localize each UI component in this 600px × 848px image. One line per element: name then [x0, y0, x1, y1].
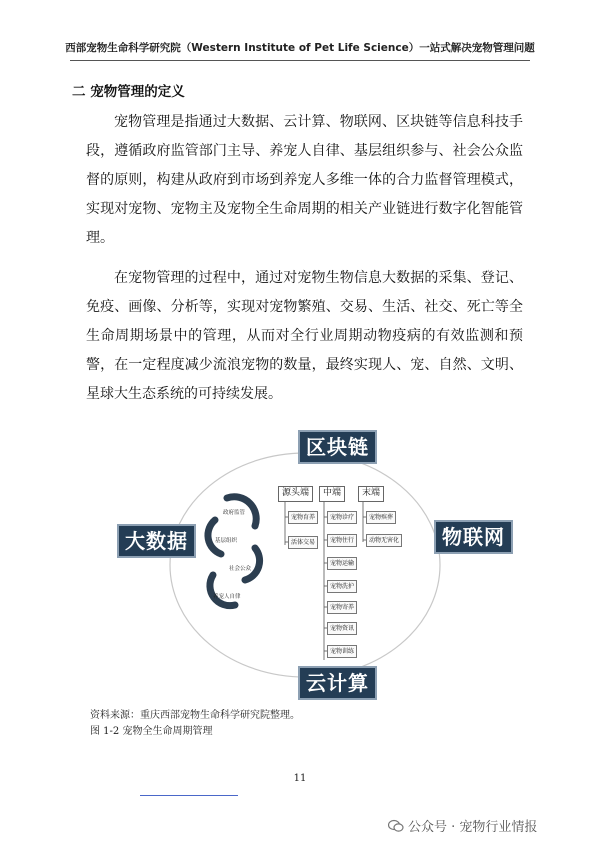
watermark — [388, 816, 537, 837]
cycle-label-4: 养宠人自律 — [213, 594, 241, 600]
column-head-middle: 中端 — [319, 486, 345, 502]
lifecycle-diagram — [105, 430, 525, 700]
label-big-data: 大数据 — [117, 524, 196, 558]
cycle-arrow-4 — [210, 575, 235, 606]
end-item: 动物无害化 — [366, 534, 402, 547]
middle-item: 宠物诊疗 — [327, 511, 357, 524]
middle-item: 宠物寄养 — [327, 601, 357, 614]
middle-item: 宠物住行 — [327, 534, 357, 547]
cycle-label-2: 基层组织 — [215, 538, 238, 544]
middle-item: 宠物训练 — [327, 645, 357, 658]
header-rule — [70, 60, 530, 61]
column-head-end: 末端 — [358, 486, 384, 502]
paragraph-definition: 宠物管理是指通过大数据、云计算、物联网、区块链等信息科技手段，遵循政府监管部门主导、养宠人自律、基层组织参与、社会公众监督的原则，构建从政府到市场到养宠人多维一体的合力监督管理模式，实现对宠物、宠物主及宠物全生命周期的相关产业链进行数字化智能管理。 — [86, 114, 523, 246]
source-item: 活体交易 — [288, 536, 318, 549]
source-item: 宠物育养 — [288, 511, 318, 524]
paragraph-process: 在宠物管理的过程中，通过对宠物生物信息大数据的采集、登记、免疫、画像、分析等，实现对宠物繁殖、交易、生活、社交、死亡等全生命周期场景中的管理，从而对全行业周期动物疫病的有效监测和预警，在一定程度减少流浪宠物的数量，最终实现人、宠、自然、文明、星球大生态系统的可持续发展。 — [86, 270, 523, 402]
cycle-label-1: 政府监管 — [223, 510, 246, 516]
watermark-text: 公众号 · 宠物行业情报 — [408, 820, 538, 835]
middle-item: 宠物洗护 — [327, 580, 357, 593]
page-number: 11 — [293, 773, 307, 784]
label-iot: 物联网 — [434, 520, 513, 554]
figure-source: 资料来源：重庆西部宠物生命科学研究院整理。 — [90, 710, 300, 721]
figure-caption: 图 1-2 宠物全生命周期管理 — [90, 726, 213, 737]
column-head-source: 源头端 — [278, 486, 313, 502]
middle-item: 宠物运输 — [327, 557, 357, 570]
cycle-label-3: 社会公众 — [229, 566, 252, 572]
end-item: 宠物殡葬 — [366, 511, 396, 524]
label-cloud-computing: 云计算 — [298, 666, 377, 700]
section-title: 二 宠物管理的定义 — [72, 84, 185, 100]
middle-item: 宠物资讯 — [327, 622, 357, 635]
wechat-icon — [388, 819, 404, 837]
diagram-graphics — [105, 430, 525, 700]
page-header: 西部宠物生命科学研究院（Western Institute of Pet Life Science）一站式解决宠物管理问题 — [65, 42, 535, 54]
label-blockchain: 区块链 — [298, 430, 377, 464]
footer-link-underline — [140, 795, 238, 796]
